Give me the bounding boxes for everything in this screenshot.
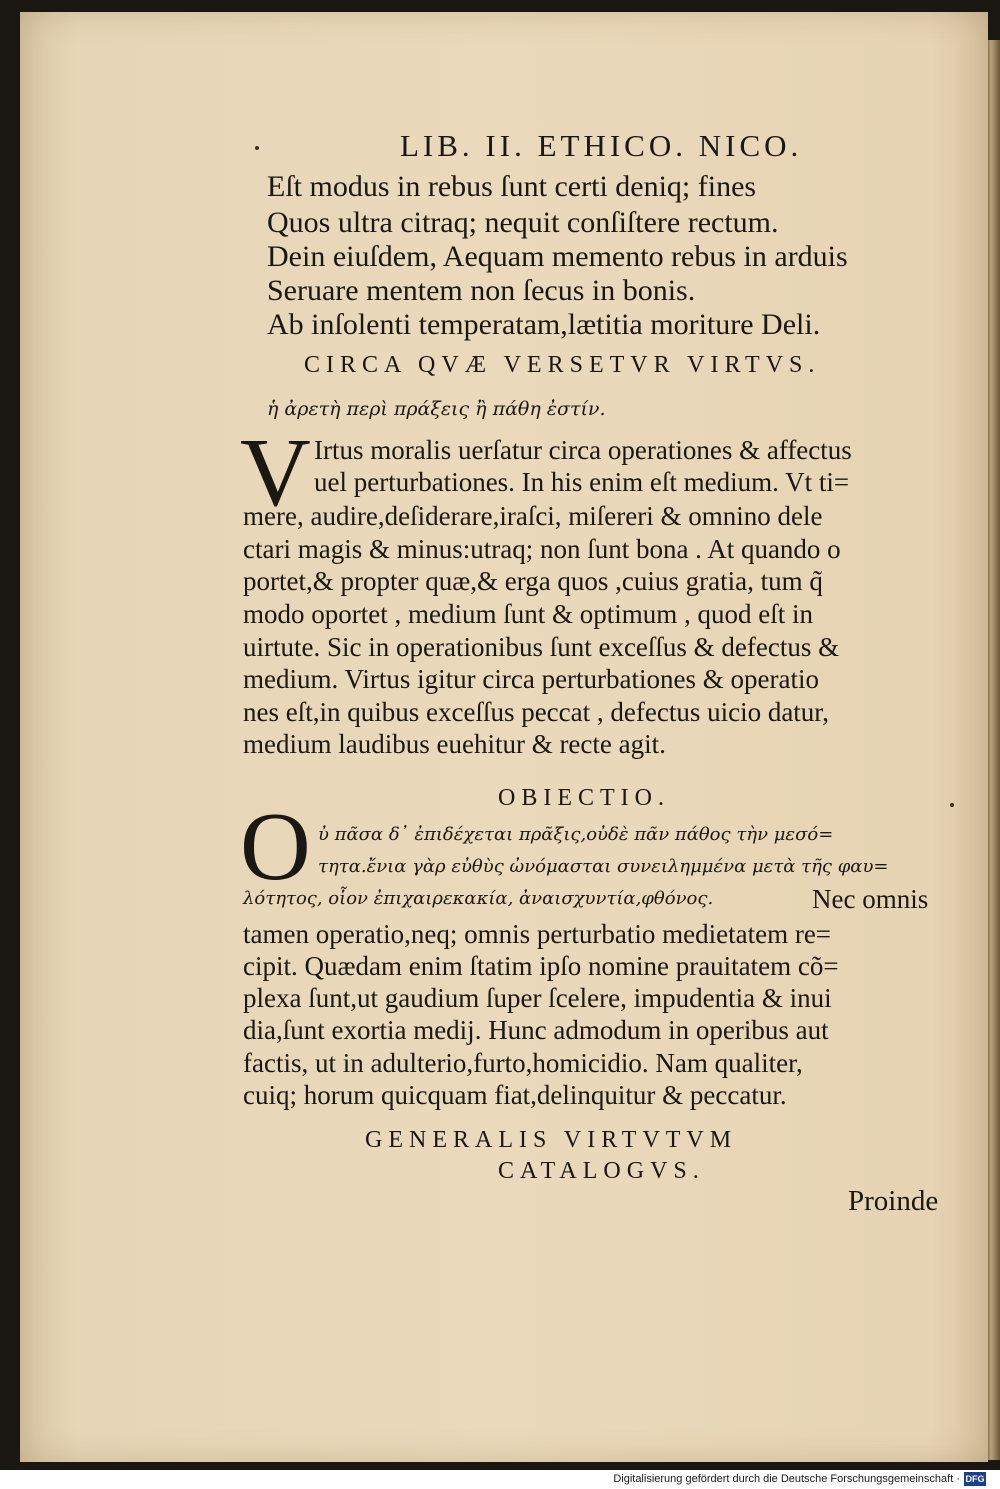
body-line: mere, audire,deſiderare,iraſci, miſereri & omnino dele bbox=[243, 501, 823, 531]
greek-summary: ἡ ἀρετὴ περὶ πράξεις ἢ πάθη ἐστίν. bbox=[267, 398, 606, 420]
greek-line: ὐ πᾶσα δ᾽ ἐπιδέχεται πρᾶξις,οὐδὲ πᾶν πάθος τὴν μεσό= bbox=[318, 824, 834, 845]
body-line: cuiq; horum quicquam fiat,delinquitur & peccatur. bbox=[243, 1080, 787, 1110]
footer-credit: Digitalisierung gefördert durch die Deutsche Forschungsgemeinschaft · bbox=[613, 1473, 960, 1485]
ink-speck bbox=[255, 146, 259, 150]
body-line: tamen operatio,neq; omnis perturbatio medietatem re= bbox=[243, 919, 832, 949]
body-line: cipit. Quædam enim ſtatim ipſo nomine prauitatem cõ= bbox=[243, 951, 839, 981]
body-line: portet,& propter quæ,& erga quos ,cuius gratia, tum q̃ bbox=[243, 566, 823, 596]
body-line: medium laudibus euehitur & recte agit. bbox=[243, 729, 666, 759]
body-line: Nec omnis bbox=[812, 884, 929, 914]
body-line: dia,ſunt exortia medij. Hunc admodum in operibus aut bbox=[243, 1015, 829, 1045]
drop-cap: V bbox=[240, 419, 311, 527]
section-heading: CATALOGVS. bbox=[498, 1158, 705, 1184]
catchword: Proinde bbox=[848, 1185, 939, 1217]
section-heading: OBIECTIO. bbox=[498, 785, 670, 811]
verse-line: Eſt modus in rebus ſunt certi deniq; fines bbox=[267, 170, 757, 203]
body-line: medium. Virtus igitur circa perturbationes & operatio bbox=[243, 664, 819, 694]
dfg-logo-icon: DFG bbox=[965, 1474, 985, 1484]
section-heading: CIRCA QVÆ VERSETVR VIRTVS. bbox=[304, 352, 821, 378]
body-line: uirtute. Sic in operationibus ſunt exceſſus & defectus & bbox=[243, 632, 840, 662]
body-line: modo oportet , medium ſunt & optimum , quod eſt in bbox=[243, 599, 813, 629]
body-line: nes eſt,in quibus exceſſus peccat , defectus uicio datur, bbox=[243, 697, 829, 727]
body-line: uel perturbationes. In his enim eſt medium. Vt ti= bbox=[314, 467, 850, 497]
greek-line: τητα.ἔνια γὰρ εὐθὺς ὠνόμασται συνειλημμένα μετὰ τῆς φαυ= bbox=[318, 856, 889, 877]
ink-speck bbox=[950, 803, 954, 807]
body-line: Irtus moralis uerſatur circa operationes & affectus bbox=[314, 435, 852, 465]
body-line: ctari magis & minus:utraq; non ſunt bona . At quando o bbox=[243, 534, 841, 564]
greek-line: λότητος, οἷον ἐπιχαιρεκακία, ἀναισχυντία,φθόνος. bbox=[243, 888, 714, 909]
body-line: factis, ut in adulterio,furto,homicidio. Nam qualiter, bbox=[243, 1048, 803, 1078]
section-heading: GENERALIS VIRTVTVM bbox=[365, 1127, 738, 1153]
verse-line: Quos ultra citraq; nequit conſiſtere rectum. bbox=[267, 206, 779, 239]
drop-cap: O bbox=[240, 793, 311, 901]
digitization-footer bbox=[0, 1470, 1000, 1489]
body-line: plexa ſunt,ut gaudium ſuper ſcelere, impudentia & inui bbox=[243, 983, 832, 1013]
verse-line: Ab inſolenti temperatam,lætitia moriture Deli. bbox=[267, 308, 821, 341]
running-head: LIB. II. ETHICO. NICO. bbox=[400, 128, 803, 163]
verse-line: Dein eiuſdem, Aequam memento rebus in arduis bbox=[267, 240, 848, 273]
verse-line: Seruare mentem non ſecus in bonis. bbox=[267, 274, 696, 307]
